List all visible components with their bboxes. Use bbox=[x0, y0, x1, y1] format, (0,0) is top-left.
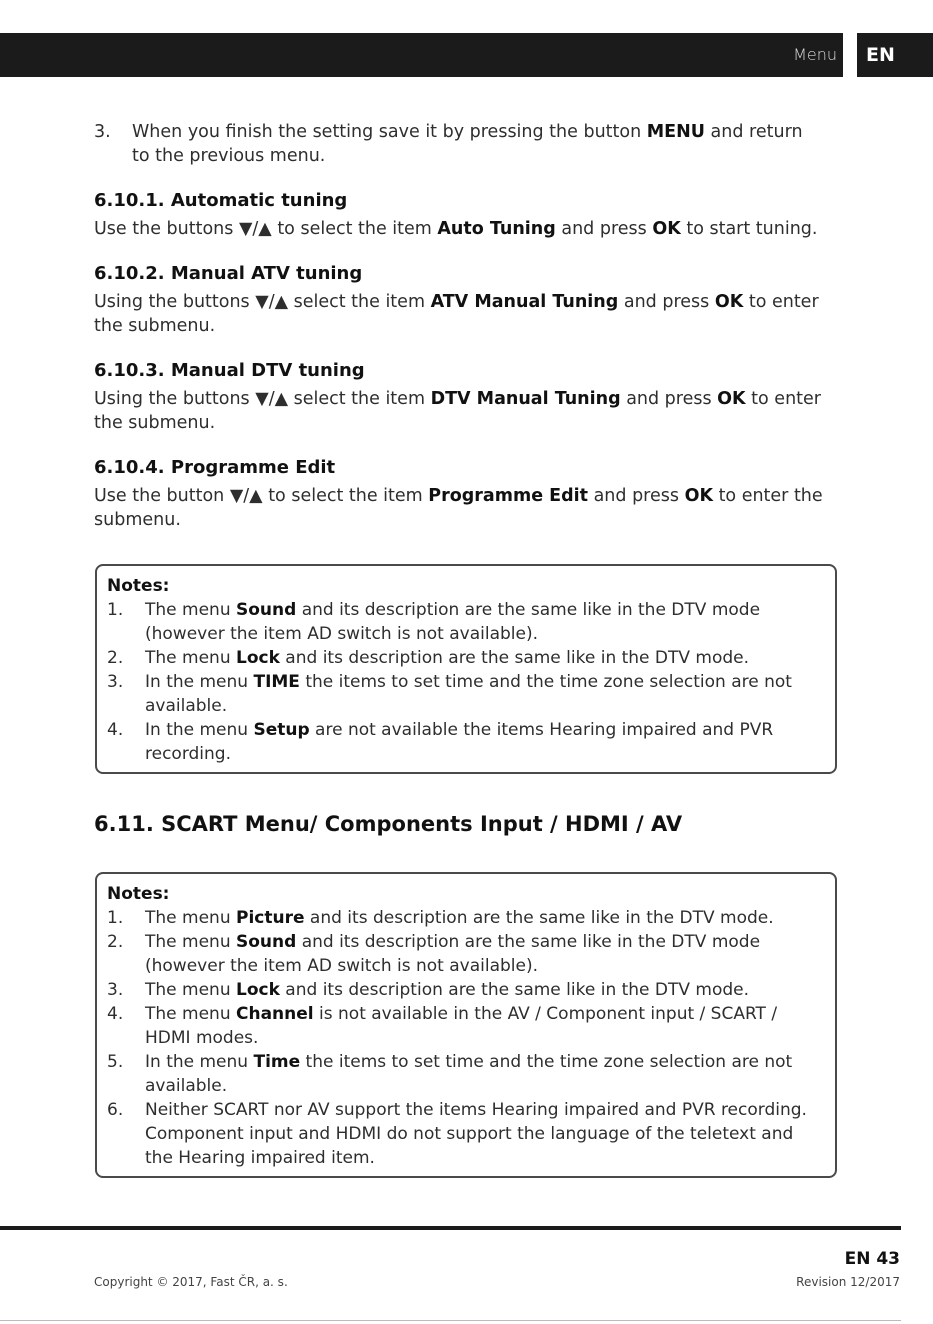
note-item: 1. The menu Picture and its description are the same like in the DTV mode. bbox=[107, 908, 774, 928]
para-automatic-tuning: Use the buttons ▼/▲ to select the item Auto Tuning and press OK to start tuning. bbox=[94, 219, 818, 239]
note-item: 4. The menu Channel is not available in the AV / Component input / SCART / HDMI modes. bbox=[107, 1004, 778, 1048]
notes-title: Notes: bbox=[107, 884, 170, 904]
note-item: 5. In the menu Time the items to set time and the time zone selection are not available. bbox=[107, 1052, 793, 1096]
footer-rule bbox=[0, 1226, 901, 1230]
step-text-end: and return to the previous menu. bbox=[132, 122, 803, 166]
notes-list bbox=[107, 906, 825, 1170]
copyright: Copyright © 2017, Fast ČR, a. s. bbox=[94, 1275, 288, 1289]
heading-manual-dtv: 6.10.3. Manual DTV tuning bbox=[94, 360, 365, 381]
heading-automatic-tuning: 6.10.1. Automatic tuning bbox=[94, 190, 348, 211]
note-item: 3. The menu Lock and its description are the same like in the DTV mode. bbox=[107, 980, 750, 1000]
step-number: 3. bbox=[94, 122, 111, 142]
para-manual-dtv: Using the buttons ▼/▲ select the item DTV Manual Tuning and press OK to enter the submenu. bbox=[94, 389, 821, 433]
notes-box-tuning bbox=[95, 564, 837, 774]
body-text bbox=[94, 120, 824, 532]
heading-manual-atv: 6.10.2. Manual ATV tuning bbox=[94, 263, 363, 284]
step-bold: MENU bbox=[646, 122, 705, 142]
note-item: 3. In the menu TIME the items to set time and the time zone selection are not available. bbox=[107, 672, 792, 716]
header-section-label: Menu bbox=[793, 45, 837, 64]
language-tab: EN bbox=[857, 33, 933, 77]
step-text: When you finish the setting save it by pressing the button bbox=[132, 122, 647, 142]
para-programme-edit: Use the button ▼/▲ to select the item Programme Edit and press OK to enter the submenu. bbox=[94, 486, 823, 530]
revision: Revision 12/2017 bbox=[796, 1275, 900, 1289]
page-number: EN 43 bbox=[844, 1249, 900, 1269]
notes-list bbox=[107, 598, 825, 766]
note-item: 6. Neither SCART nor AV support the items Hearing impaired and PVR recording. Component input and HDMI do not support the language of the teletext and the Hearing impaired item. bbox=[107, 1100, 807, 1168]
header-bar bbox=[0, 33, 843, 77]
para-manual-atv: Using the buttons ▼/▲ select the item ATV Manual Tuning and press OK to enter the submenu. bbox=[94, 292, 819, 336]
note-item: 4. In the menu Setup are not available the items Hearing impaired and PVR recording. bbox=[107, 720, 774, 764]
note-item: 1. The menu Sound and its description are the same like in the DTV mode (however the item AD switch is not available). bbox=[107, 600, 761, 644]
note-item: 2. The menu Lock and its description are the same like in the DTV mode. bbox=[107, 648, 750, 668]
notes-title: Notes: bbox=[107, 576, 170, 596]
step-3 bbox=[94, 120, 824, 168]
heading-programme-edit: 6.10.4. Programme Edit bbox=[94, 457, 336, 478]
note-item: 2. The menu Sound and its description are the same like in the DTV mode (however the item AD switch is not available). bbox=[107, 932, 761, 976]
bottom-rule bbox=[0, 1320, 901, 1321]
heading-section-6-11: 6.11. SCART Menu/ Components Input / HDMI / AV bbox=[94, 812, 683, 836]
notes-box-scart bbox=[95, 872, 837, 1178]
